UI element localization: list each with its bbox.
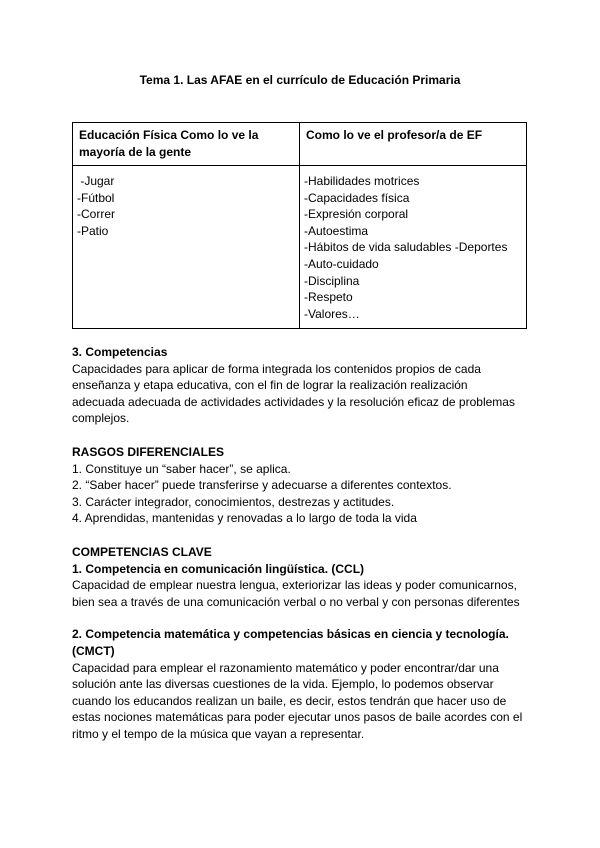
cmct-heading: (CMCT) [72, 643, 115, 658]
paragraph-line: enseñanza y etapa educativa, con el fin de lograr la realización realización [72, 378, 468, 393]
list-item: -Patio [77, 223, 109, 238]
cmct-heading: 2. Competencia matemática y competencias básicas en ciencia y tecnología. [72, 627, 509, 642]
paragraph-line: Capacidad para emplear el razonamiento matemático y poder encontrar/dar una [72, 660, 499, 675]
list-item: -Jugar [77, 174, 115, 188]
paragraph-line: bien sea a través de una comunicación verbal o no verbal y con personas diferentes [72, 594, 520, 609]
competencias-section [72, 344, 532, 427]
document-title: Tema 1. Las AFAE en el currículo de Educación Primaria [139, 73, 461, 87]
col1-cell [73, 166, 300, 329]
table-body-row [73, 166, 527, 329]
list-item: -Valores… [304, 306, 360, 321]
section-heading: RASGOS DIFERENCIALES [72, 445, 225, 459]
paragraph-line: adecuada adecuada de actividades actividades y la resolución eficaz de problemas [72, 394, 515, 409]
col1-header: Educación Física Como lo ve la mayoría de la gente [73, 123, 300, 166]
list-item: -Hábitos de vida saludables -Deportes [304, 240, 508, 255]
list-item: 4. Aprendidas, mantenidas y renovadas a lo largo de toda la vida [72, 511, 417, 526]
list-item: -Fútbol [77, 190, 115, 205]
list-item: -Respeto [304, 290, 353, 305]
list-item: -Auto-cuidado [304, 256, 379, 271]
list-item: -Capacidades física [304, 190, 410, 205]
list-item: 3. Carácter integrador, conocimientos, destrezas y actitudes. [72, 494, 395, 509]
competencias-clave-section [72, 544, 532, 743]
section-heading: COMPETENCIAS CLAVE [72, 545, 212, 559]
comparison-table [72, 122, 527, 329]
ccl-heading: 1. Competencia en comunicación lingüística. (CCL) [72, 561, 365, 576]
col2-cell [300, 166, 527, 329]
paragraph-line: complejos. [72, 411, 130, 426]
paragraph-line: ritmo y el tempo de la música que vayan a representar. [72, 726, 365, 741]
paragraph-line: Capacidades para aplicar de forma integrada los contenidos propios de cada [72, 361, 481, 376]
col2-header: Como lo ve el profesor/a de EF [300, 123, 527, 166]
paragraph-line: estas nociones matemáticas para poder ejecutar unos pasos de baile acordes con el [72, 710, 523, 725]
list-item: -Autoestima [304, 223, 369, 238]
list-item: 2. “Saber hacer” puede transferirse y adecuarse a diferentes contextos. [72, 478, 452, 493]
list-item: -Correr [77, 207, 115, 222]
paragraph-line: cuando los educandos realizan un baile, es decir, estos tendrán que hacer uso de [72, 693, 507, 708]
section-heading: 3. Competencias [72, 345, 168, 359]
table-header-row [73, 123, 527, 166]
paragraph-line: solución ante las diversas cuestiones de la vida. Ejemplo, lo podemos observar [72, 677, 494, 692]
list-item: -Expresión corporal [304, 207, 409, 222]
paragraph-line: Capacidad de emplear nuestra lengua, exteriorizar las ideas y poder comunicarnos, [72, 578, 517, 593]
rasgos-section [72, 444, 532, 527]
list-item: -Habilidades motrices [304, 174, 420, 188]
list-item: -Disciplina [304, 273, 360, 288]
list-item: 1. Constituye un “saber hacer”, se aplica. [72, 461, 291, 476]
